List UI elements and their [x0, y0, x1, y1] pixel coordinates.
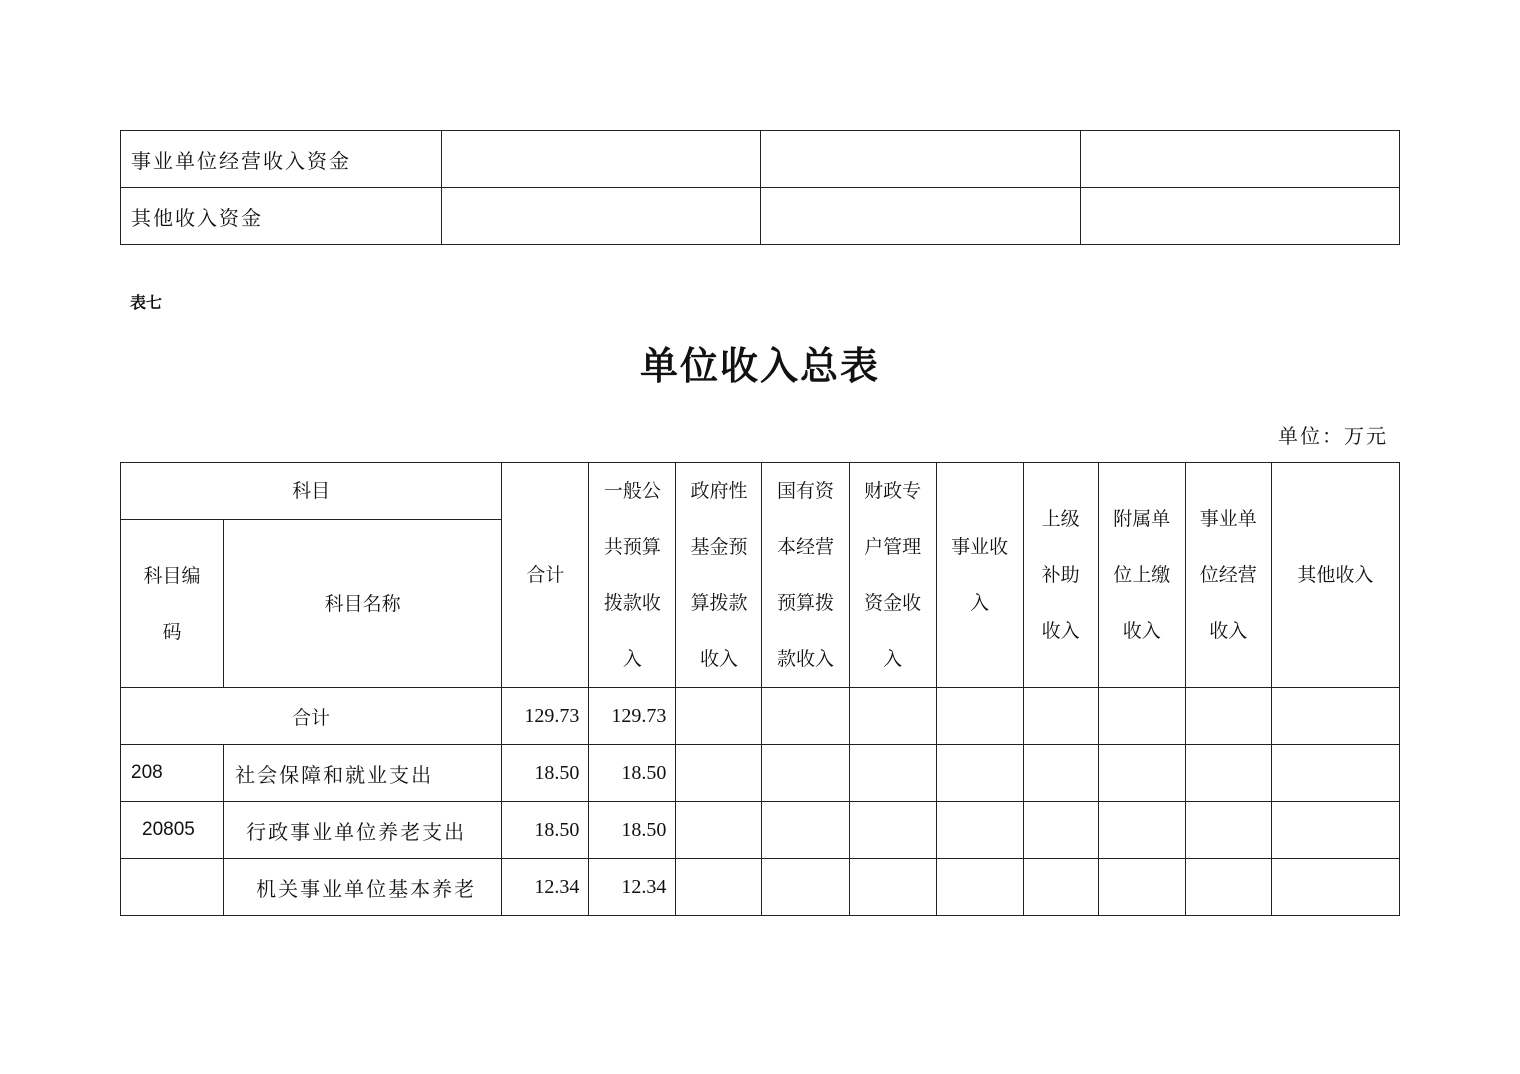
empty-cell: [936, 802, 1023, 859]
empty-cell: [1023, 745, 1098, 802]
header-total: 合计: [502, 463, 589, 688]
subject-code: 20805: [121, 802, 224, 859]
empty-cell: [849, 688, 936, 745]
empty-cell: [442, 131, 761, 188]
total-value: 129.73: [502, 688, 589, 745]
header-general-budget-text: 一般公共预算拨款收入: [603, 480, 661, 670]
row-total: 18.50: [502, 745, 589, 802]
header-fiscal-special: [849, 463, 936, 688]
header-name: 科目名称: [224, 520, 502, 688]
empty-cell: [1098, 745, 1185, 802]
empty-cell: [1023, 688, 1098, 745]
subject-name: 行政事业单位养老支出: [224, 802, 502, 859]
unit-label: 单位：万元: [1278, 424, 1388, 448]
empty-cell: [676, 688, 762, 745]
empty-cell: [936, 745, 1023, 802]
empty-cell: [1271, 859, 1399, 916]
empty-cell: [1080, 188, 1399, 245]
header-state-capital: [762, 463, 849, 688]
header-business-income: [936, 463, 1023, 688]
header-business-operating-text: 事业单位经营收入: [1199, 508, 1257, 642]
subject-name: 机关事业单位基本养老: [224, 859, 502, 916]
header-business-income-text: 事业收入: [951, 536, 1009, 614]
table-row: [121, 188, 1400, 245]
empty-cell: [762, 688, 849, 745]
empty-cell: [762, 859, 849, 916]
header-superior-subsidy: [1023, 463, 1098, 688]
table-row: [121, 802, 1400, 859]
subject-code: [121, 859, 224, 916]
empty-cell: [849, 745, 936, 802]
row-label: 事业单位经营收入资金: [121, 131, 442, 188]
empty-cell: [676, 745, 762, 802]
income-summary-table: [120, 462, 1400, 916]
empty-cell: [1185, 802, 1271, 859]
empty-cell: [762, 745, 849, 802]
row-general-budget: 18.50: [589, 802, 676, 859]
row-total: 12.34: [502, 859, 589, 916]
header-gov-fund: [676, 463, 762, 688]
header-superior-subsidy-text: 上级补助收入: [1041, 508, 1080, 642]
row-general-budget: 12.34: [589, 859, 676, 916]
header-subject: 科目: [121, 463, 502, 520]
total-general-budget: 129.73: [589, 688, 676, 745]
header-affiliated-income: [1098, 463, 1185, 688]
empty-cell: [676, 859, 762, 916]
empty-cell: [1271, 745, 1399, 802]
top-table: [120, 130, 1400, 245]
row-general-budget: 18.50: [589, 745, 676, 802]
empty-cell: [936, 859, 1023, 916]
empty-cell: [1098, 859, 1185, 916]
table-row: [121, 859, 1400, 916]
empty-cell: [1185, 859, 1271, 916]
table-row: [121, 745, 1400, 802]
empty-cell: [1185, 745, 1271, 802]
empty-cell: [761, 131, 1080, 188]
page-title: 单位收入总表: [639, 343, 880, 388]
empty-cell: [1023, 802, 1098, 859]
empty-cell: [1098, 802, 1185, 859]
empty-cell: [1185, 688, 1271, 745]
empty-cell: [762, 802, 849, 859]
empty-cell: [1080, 131, 1399, 188]
empty-cell: [1098, 688, 1185, 745]
header-code: [121, 520, 224, 688]
empty-cell: [936, 688, 1023, 745]
empty-cell: [1271, 802, 1399, 859]
header-code-text: 科目编码: [143, 564, 201, 643]
header-affiliated-income-text: 附属单位上缴收入: [1113, 508, 1171, 642]
empty-cell: [849, 859, 936, 916]
empty-cell: [761, 188, 1080, 245]
subject-code: 208: [121, 745, 224, 802]
row-total: 18.50: [502, 802, 589, 859]
header-fiscal-special-text: 财政专户管理资金收入: [864, 480, 922, 670]
empty-cell: [442, 188, 761, 245]
empty-cell: [676, 802, 762, 859]
total-label: 合计: [121, 688, 502, 745]
total-row: [121, 688, 1400, 745]
empty-cell: [1023, 859, 1098, 916]
empty-cell: [1271, 688, 1399, 745]
header-gov-fund-text: 政府性基金预算拨款收入: [690, 480, 748, 670]
header-general-budget: [589, 463, 676, 688]
empty-cell: [849, 802, 936, 859]
header-other-income: 其他收入: [1271, 463, 1399, 688]
header-business-operating: [1185, 463, 1271, 688]
header-state-capital-text: 国有资本经营预算拨款收入: [777, 480, 835, 670]
table-row: [121, 131, 1400, 188]
header-row: [121, 463, 1400, 520]
table-number: 表七: [130, 293, 163, 312]
row-label: 其他收入资金: [121, 188, 442, 245]
subject-name: 社会保障和就业支出: [224, 745, 502, 802]
